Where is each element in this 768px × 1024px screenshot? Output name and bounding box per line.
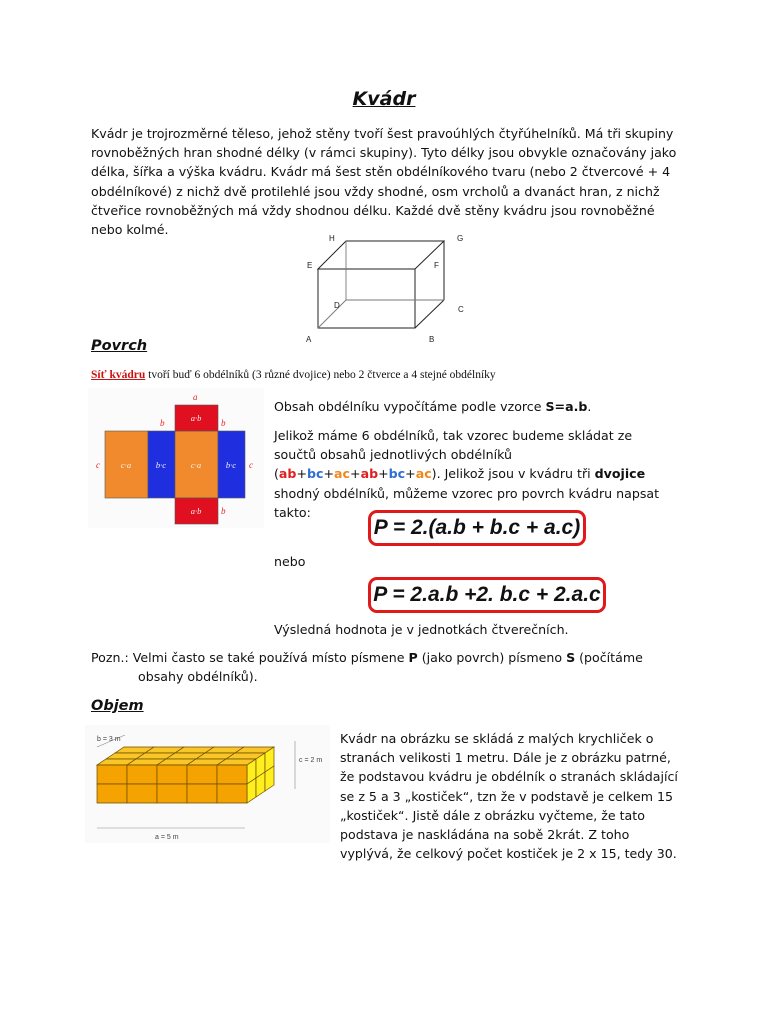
net-face-label: a·b xyxy=(190,506,202,516)
volume-text-line: se z 5 a 3 „kostiček“, tzn že v podstavě je celkem 15 xyxy=(340,788,674,804)
or-text: nebo xyxy=(274,554,306,569)
cube-front-face xyxy=(97,784,127,803)
cuboid-net-figure xyxy=(88,388,264,528)
net-label-b-left: b xyxy=(160,418,165,428)
volume-text-line: „kostiček“. Jistě dále z obrázku vyčteme, že tato xyxy=(340,807,645,823)
cube-front-face xyxy=(187,784,217,803)
section-heading-volume: Objem xyxy=(91,698,144,714)
result-text: Výsledná hodnota je v jednotkách čtverečních. xyxy=(274,622,569,637)
volume-text-line: stranách velikosti 1 metru. Dále je z obrázku patrné, xyxy=(340,750,671,766)
area-text-end: . xyxy=(587,399,592,414)
net-label-b-bottom: b xyxy=(221,506,226,516)
volume-text-line: Kvádr na obrázku se skládá z malých krychliček o xyxy=(340,731,654,746)
net-caption-text: tvoří buď 6 obdélníků (3 různé dvojice) nebo 2 čtverce a 4 stejné obdélníky xyxy=(145,369,496,381)
explanation-text-mid: ). Jelikož jsou v kvádru tři xyxy=(431,466,595,482)
formula-term: + xyxy=(296,466,307,482)
net-label-b-right: b xyxy=(221,418,226,428)
surface-explanation-paragraph xyxy=(274,426,678,522)
cuboid-wireframe-figure xyxy=(298,228,470,346)
note-text-mid: (jako povrch) písmeno xyxy=(417,650,567,665)
colored-terms xyxy=(279,466,432,481)
note-text: Pozn.: Velmi často se také používá místo písmene xyxy=(91,650,409,665)
explanation-bold-word: dvojice xyxy=(594,466,646,482)
volume-text-line: vyplývá, že celkový počet kostiček je 2 x 15, tedy 30. xyxy=(340,846,677,862)
note-text-end: (počítáme xyxy=(575,650,643,665)
vertex-label-G: G xyxy=(457,234,464,243)
surface-formula-box-2: P = 2.a.b +2. b.c + 2.a.c xyxy=(368,577,606,613)
net-caption xyxy=(91,369,651,381)
formula-term: ab xyxy=(278,466,297,482)
formula-term: ab xyxy=(360,466,379,482)
surface-formula-box-1: P = 2.(a.b + b.c + a.c) xyxy=(368,510,586,546)
formula-term: bc xyxy=(388,466,406,482)
cube-front-face xyxy=(97,765,127,784)
vertex-label-H: H xyxy=(329,234,335,243)
cube-front-face xyxy=(157,765,187,784)
cube-front-face xyxy=(127,765,157,784)
explanation-text-end: shodný obdélníků, můžeme vzorec pro povrch kvádru napsat takto: xyxy=(274,485,660,520)
net-face-label: b·c xyxy=(225,460,237,470)
cube-front-face xyxy=(157,784,187,803)
area-paragraph xyxy=(274,397,694,416)
net-face-label: c·a xyxy=(190,460,202,470)
vertex-label-E: E xyxy=(307,261,313,270)
note-paragraph xyxy=(91,648,691,667)
page-title: Kvádr xyxy=(352,88,416,110)
formula-term: + xyxy=(323,466,335,482)
net-label-a-top: a xyxy=(193,392,198,402)
unit-cubes-figure xyxy=(85,725,330,843)
cube-front-face xyxy=(217,765,247,784)
area-text: Obsah obdélníku vypočítáme podle vzorce xyxy=(274,399,546,414)
intro-paragraph: Kvádr je trojrozměrné těleso, jehož stěny tvoří šest pravoúhlých čtyřúhelníků. Má tři skupiny rovnoběžných hran shodné délky (v rámci skupiny). Tyto délky jsou obvykle označovány jako délka, šířka a výška kvádru. Kvádr má šest stěn obdélníkového tvaru (nebo 2 čtvercové + 4 obdélníkové) z nichž dvě protilehlé jsou vždy shodné, osm vrcholů a dvanáct hran, z nichž čtveřice rovnoběžných má vždy shodnou délku. Každé dvě stěny kvádru jsou rovnoběžné nebo kolmé. xyxy=(91,126,677,238)
formula-term: ac xyxy=(415,466,432,482)
cube-front-face xyxy=(217,784,247,803)
volume-paragraph xyxy=(340,729,680,863)
dimension-label-a: a = 5 m xyxy=(155,834,179,841)
formula-term: bc xyxy=(307,466,324,482)
vertex-label-C: C xyxy=(458,305,464,314)
explanation-text: Jelikož máme 6 obdélníků, tak vzorec budeme skládat ze součtů obsahů jednotlivých obdélníků ( xyxy=(274,428,633,482)
vertex-label-B: B xyxy=(429,335,435,344)
dimension-label-c: c = 2 m xyxy=(299,757,323,764)
net-caption-link: Síť kvádru xyxy=(91,369,146,381)
vertex-label-A: A xyxy=(306,335,312,344)
section-heading-surface: Povrch xyxy=(91,338,148,354)
note-letter-p: P xyxy=(408,650,418,665)
net-label-c-left: c xyxy=(96,460,100,470)
cube-front-face xyxy=(127,784,157,803)
formula-term: + xyxy=(378,466,389,482)
volume-text-line: že podstavou kvádru je obdélník o stranách skládající xyxy=(340,769,678,785)
vertex-label-F: F xyxy=(434,261,439,270)
cube-front-face xyxy=(187,765,217,784)
net-label-c-right: c xyxy=(249,460,253,470)
formula-term: ac xyxy=(334,466,351,482)
area-formula: S=a.b xyxy=(545,399,588,414)
formula-term: + xyxy=(350,466,361,482)
formula-term: + xyxy=(405,466,416,482)
note-letter-s: S xyxy=(566,650,576,665)
net-face-label: c·a xyxy=(120,460,132,470)
vertex-label-D: D xyxy=(334,301,340,310)
dimension-label-b: b = 3 m xyxy=(97,736,121,743)
volume-text-line: podstava je naskládána na sobě 2krát. Z toho xyxy=(340,827,630,843)
note-line-2: obsahy obdélníků). xyxy=(138,669,258,684)
net-face-label: b·c xyxy=(155,460,167,470)
net-face-label: a·b xyxy=(190,413,202,423)
